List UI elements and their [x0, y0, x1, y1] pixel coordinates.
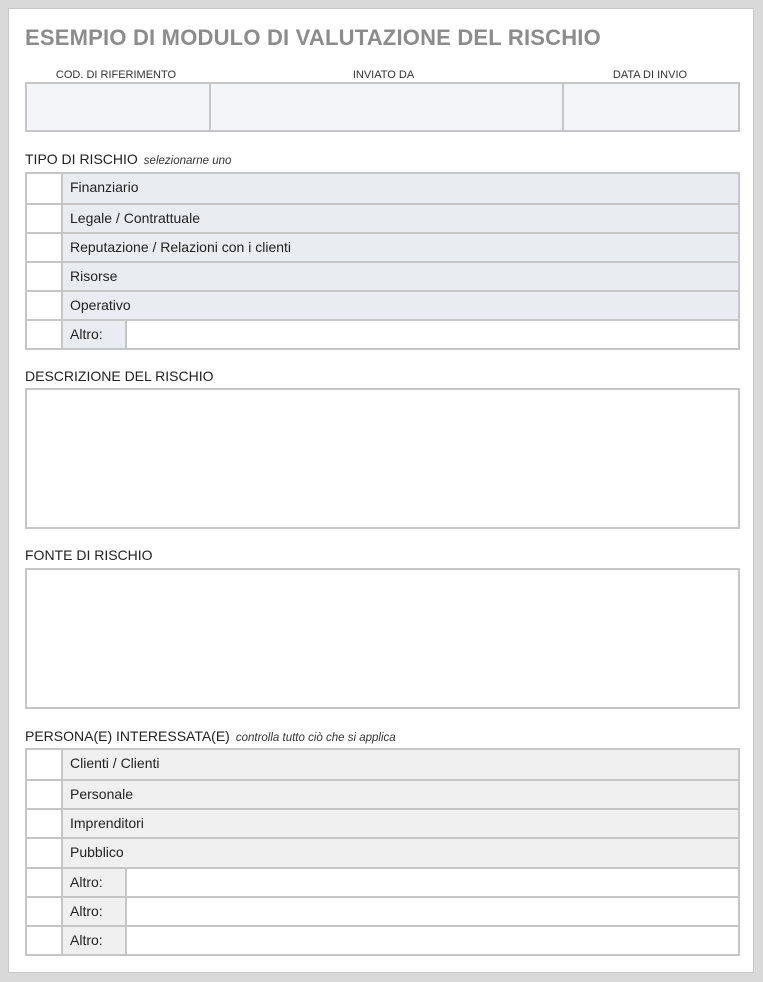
- risk-type-option: Finanziario: [63, 174, 738, 203]
- list-item: [27, 319, 738, 348]
- affected-other-label: Altro:: [63, 927, 127, 954]
- risk-source-field[interactable]: [25, 568, 740, 709]
- affected-other-label: Altro:: [63, 898, 127, 925]
- list-item: [27, 261, 738, 290]
- risk-type-checkbox[interactable]: [27, 174, 63, 203]
- risk-type-option: Operativo: [63, 292, 738, 319]
- affected-option: Personale: [63, 781, 738, 808]
- affected-checkbox[interactable]: [27, 810, 63, 837]
- risk-description-label: DESCRIZIONE DEL RISCHIO: [25, 368, 214, 384]
- risk-type-option: Legale / Contrattuale: [63, 205, 738, 232]
- risk-type-checkbox[interactable]: [27, 205, 63, 232]
- form-page: [8, 8, 754, 973]
- sent-date-label: DATA DI INVIO: [612, 69, 688, 81]
- list-item: [27, 750, 738, 779]
- list-item: [27, 232, 738, 261]
- risk-type-checkbox[interactable]: [27, 321, 63, 348]
- affected-other-label: Altro:: [63, 869, 127, 896]
- ref-code-label: COD. DI RIFERIMENTO: [55, 69, 177, 81]
- list-item: [27, 867, 738, 896]
- affected-checkbox[interactable]: [27, 781, 63, 808]
- affected-checkbox[interactable]: [27, 750, 63, 779]
- affected-other-field[interactable]: [127, 869, 738, 896]
- list-item: [27, 925, 738, 954]
- sent-date-field[interactable]: [562, 84, 738, 130]
- list-item: [27, 896, 738, 925]
- affected-option: Pubblico: [63, 839, 738, 866]
- list-item: [27, 837, 738, 866]
- affected-other-field[interactable]: [127, 927, 738, 954]
- affected-other-field[interactable]: [127, 898, 738, 925]
- risk-type-checkbox[interactable]: [27, 292, 63, 319]
- affected-label: PERSONA(E) INTERESSATA(E): [25, 728, 230, 744]
- affected-checkbox[interactable]: [27, 898, 63, 925]
- affected-checkbox[interactable]: [27, 839, 63, 866]
- list-item: [27, 203, 738, 232]
- header-fields-box: [25, 82, 740, 132]
- ref-code-field[interactable]: [27, 84, 209, 130]
- risk-type-checkbox[interactable]: [27, 263, 63, 290]
- risk-type-option: Risorse: [63, 263, 738, 290]
- form-title: ESEMPIO DI MODULO DI VALUTAZIONE DEL RISCHIO: [25, 25, 601, 50]
- affected-option: Clienti / Clienti: [63, 750, 738, 779]
- risk-type-label: TIPO DI RISCHIO: [25, 151, 138, 167]
- affected-list: [25, 748, 740, 956]
- risk-description-field[interactable]: [25, 388, 740, 529]
- affected-option: Imprenditori: [63, 810, 738, 837]
- risk-type-checkbox[interactable]: [27, 234, 63, 261]
- list-item: [27, 779, 738, 808]
- risk-type-other-label: Altro:: [63, 321, 127, 348]
- list-item: [27, 290, 738, 319]
- risk-type-heading: [25, 151, 231, 167]
- risk-type-list: [25, 172, 740, 350]
- affected-heading: [25, 728, 396, 744]
- risk-type-option: Reputazione / Relazioni con i clienti: [63, 234, 738, 261]
- affected-checkbox[interactable]: [27, 869, 63, 896]
- affected-note: controlla tutto ciò che si applica: [235, 732, 396, 744]
- list-item: [27, 808, 738, 837]
- risk-type-other-field[interactable]: [127, 321, 738, 348]
- risk-type-note: selezionarne uno: [143, 155, 232, 167]
- list-item: [27, 174, 738, 203]
- affected-checkbox[interactable]: [27, 927, 63, 954]
- risk-source-label: FONTE DI RISCHIO: [25, 547, 153, 563]
- sent-by-label: INVIATO DA: [352, 69, 415, 81]
- sent-by-field[interactable]: [209, 84, 562, 130]
